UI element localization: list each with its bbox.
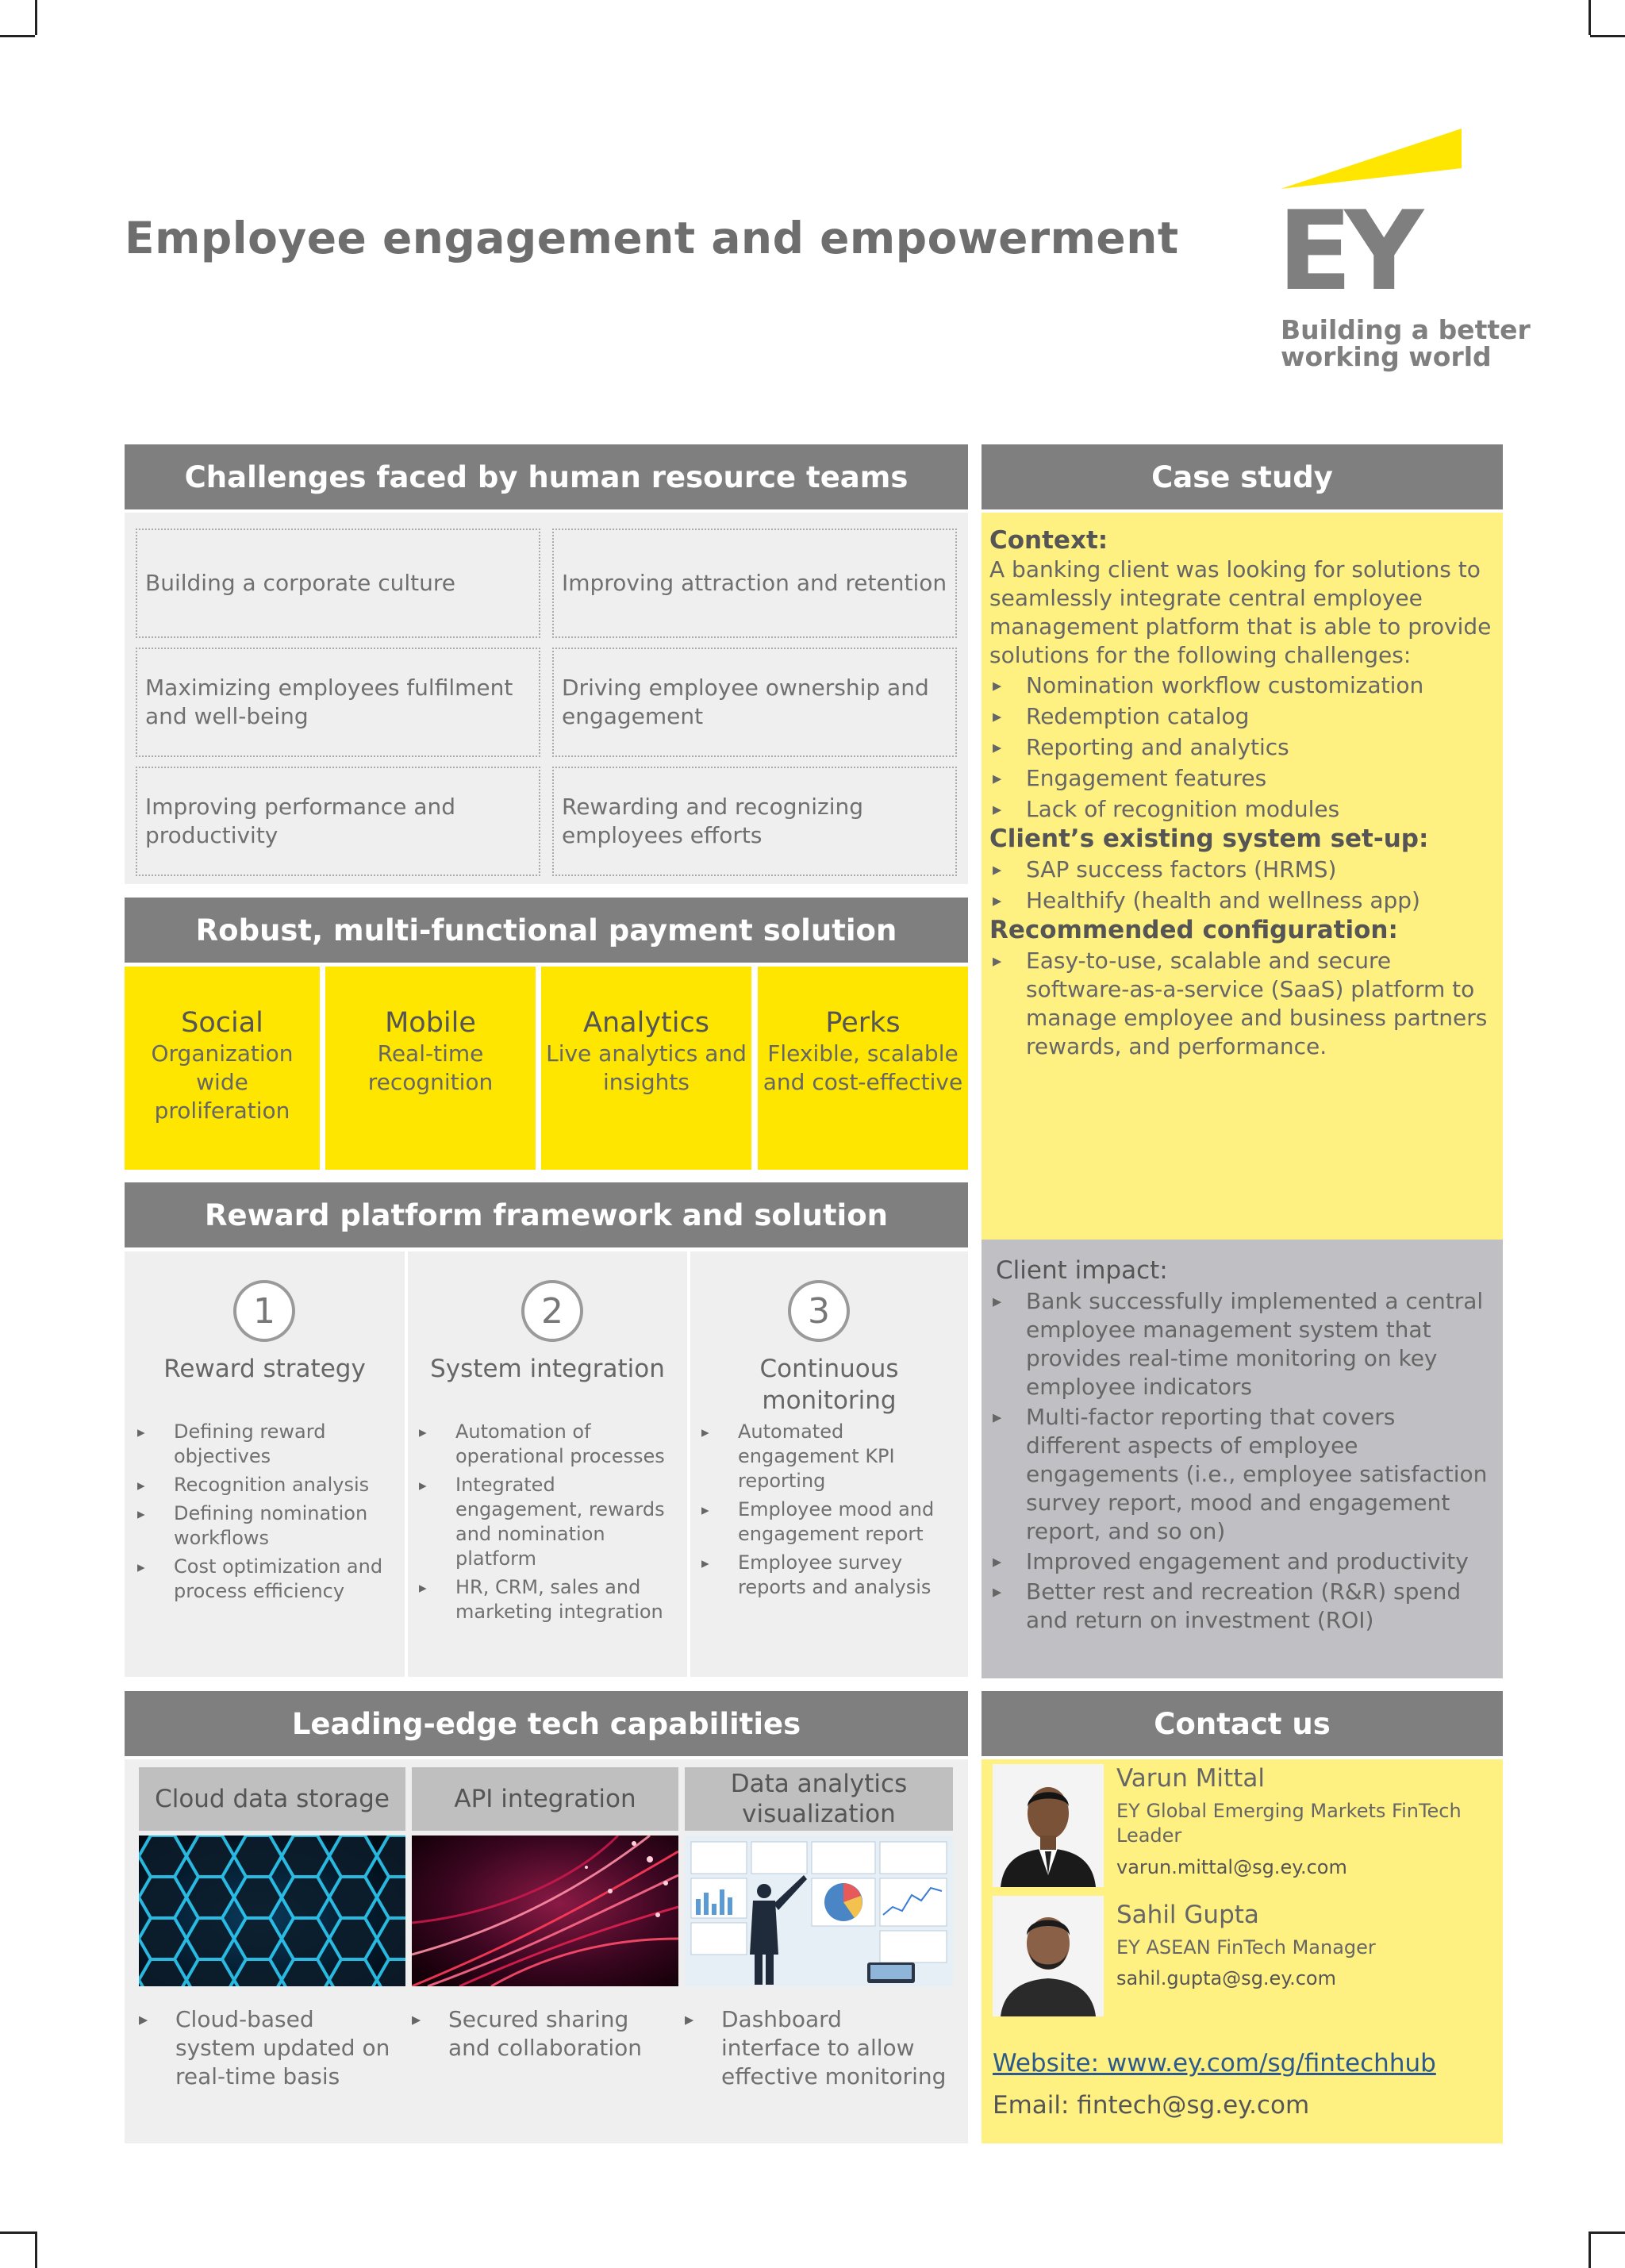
bullet-item: ▸ Employee mood and engagement report [701,1497,955,1547]
fiber-optics-image [412,1836,678,1986]
challenge-item: Rewarding and recognizing employees efforts [552,767,957,876]
page-title: Employee engagement and empowerment [125,213,1179,263]
challenges-panel [125,513,968,884]
tech-desc-list [412,2005,674,2062]
bullet-item: ▸ Lack of recognition modules [989,795,1496,824]
existing-bullets [989,855,1496,915]
payment-header: Robust, multi-functional payment solution [125,898,968,963]
bullet-item: ▸ Dashboard interface to allow effective monitoring [685,2005,947,2091]
tech-label: API integration [412,1767,678,1831]
challenges-header: Challenges faced by human resource teams [125,444,968,509]
contact-role: EY Global Emerging Markets FinTech Leader [1116,1800,1462,1847]
impact-heading: Client impact: [996,1256,1168,1285]
bullet-item: ▸ Automated engagement KPI reporting [701,1420,955,1493]
reward-column [408,1251,687,1677]
bullet-item: ▸ Nomination workflow customization [989,671,1496,700]
bullet-item: ▸ Defining nomination workflows [137,1501,399,1551]
step-number: 1 [233,1280,295,1342]
contact-email[interactable]: varun.mittal@sg.ey.com [1116,1856,1347,1878]
tech-label: Cloud data storage [139,1767,405,1831]
tech-panel [125,1759,968,2143]
payment-card-title: Analytics [583,1007,709,1039]
crop-mark [1590,35,1625,37]
tech-label: Data analytics visualization [685,1767,953,1831]
contact-email[interactable]: sahil.gupta@sg.ey.com [1116,1967,1336,1989]
contact-email-general[interactable]: Email: fintech@sg.ey.com [993,2091,1310,2120]
payment-card-desc: Live analytics and insights [546,1040,747,1095]
hexagon-network-image [139,1836,405,1986]
step-number: 2 [521,1280,583,1342]
reward-column-title: Reward strategy [163,1355,366,1383]
bullet-item: ▸ Bank successfully implemented a central employee management system that provides real-time monitoring on key employee indicators [989,1287,1496,1401]
context-text: A banking client was looking for solutions to seamlessly integrate central employee management platform that is able to provide solutions for the following challenges: [989,556,1492,668]
bullet-item: ▸ Engagement features [989,764,1496,793]
challenge-item: Improving performance and productivity [136,767,540,876]
payment-card-title: Mobile [385,1007,476,1039]
payment-card-desc: Organization wide proliferation [151,1040,294,1124]
bullet-item: ▸ Multi-factor reporting that covers different aspects of employee engagements (i.e., employee satisfaction survey report, mood and engagement report, and so on) [989,1403,1496,1546]
crop-mark [0,35,35,37]
crop-mark [1589,2231,1591,2268]
contact-name: Varun Mittal [1116,1764,1265,1793]
bullet-item: ▸ Secured sharing and collaboration [412,2005,674,2062]
crop-mark [1590,2231,1625,2234]
reward-bullets [419,1420,681,1628]
bullet-item: ▸ Cloud-based system updated on real-time basis [139,2005,401,2091]
step-number: 3 [788,1280,850,1342]
contact-name: Sahil Gupta [1116,1901,1259,1929]
bullet-item: ▸ Improved engagement and productivity [989,1547,1496,1576]
crop-mark [35,0,37,35]
challenge-item: Building a corporate culture [136,529,540,638]
bullet-item: ▸ Automation of operational processes [419,1420,681,1469]
ey-logo [1277,127,1531,381]
logo-tagline: Building a better [1281,314,1531,345]
reward-header: Reward platform framework and solution [125,1182,968,1247]
payment-card-social [125,967,320,1170]
logo-wordmark: EY [1277,187,1416,315]
dashboard-presenter-image [685,1836,953,1986]
contact-panel [982,1759,1503,2143]
bullet-item: ▸ SAP success factors (HRMS) [989,855,1496,884]
crop-mark [0,2231,35,2234]
bullet-item: ▸ Easy-to-use, scalable and secure software-as-a-service (SaaS) platform to manage employee and business partners rewards, and performance. [989,947,1496,1061]
context-bullets [989,671,1496,824]
payment-card-perks [758,967,968,1170]
payment-card-desc: Real-time recognition [367,1040,494,1095]
reward-column [125,1251,405,1677]
bullet-item: ▸ Better rest and recreation (R&R) spend and return on investment (ROI) [989,1578,1496,1635]
avatar [993,1896,1104,2016]
challenge-item: Improving attraction and retention [552,529,957,638]
bullet-item: ▸ Cost optimization and process efficiency [137,1555,399,1604]
bullet-item: ▸ Employee survey reports and analysis [701,1551,955,1600]
reward-bullets [701,1420,955,1604]
contact-header: Contact us [982,1691,1503,1756]
challenge-item: Driving employee ownership and engagement [552,648,957,757]
context-heading: Context: [989,526,1108,555]
payment-card-analytics [541,967,751,1170]
contact-role: EY ASEAN FinTech Manager [1116,1936,1376,1959]
bullet-item: ▸ Integrated engagement, rewards and nomination platform [419,1473,681,1571]
reward-bullets [137,1420,399,1608]
tech-desc-list [685,2005,947,2091]
existing-heading: Client’s existing system set-up: [989,825,1429,853]
tech-header: Leading-edge tech capabilities [125,1691,968,1756]
recommended-heading: Recommended configuration: [989,916,1398,944]
impact-bullets [989,1287,1496,1635]
payment-card-title: Social [181,1007,263,1039]
bullet-item: ▸ Recognition analysis [137,1473,399,1497]
reward-column-title: Continuous monitoring [759,1355,899,1415]
reward-column [690,1251,968,1677]
crop-mark [35,2231,37,2268]
logo-tagline: working world [1281,341,1492,372]
challenge-item: Maximizing employees fulfilment and well-being [136,648,540,757]
bullet-item: ▸ Redemption catalog [989,702,1496,731]
case-study-context [982,513,1503,1240]
case-study-header: Case study [982,444,1503,509]
avatar [993,1764,1104,1887]
payment-card-desc: Flexible, scalable and cost-effective [763,1040,963,1095]
payment-card-title: Perks [825,1007,901,1039]
reward-column-title: System integration [430,1355,665,1383]
bullet-item: ▸ Defining reward objectives [137,1420,399,1469]
website-link[interactable]: Website: www.ey.com/sg/fintechhub [993,2049,1436,2078]
recommended-bullets [989,947,1496,1061]
client-impact-panel [982,1240,1503,1678]
bullet-item: ▸ HR, CRM, sales and marketing integration [419,1575,681,1624]
crop-mark [1589,0,1591,35]
bullet-item: ▸ Reporting and analytics [989,733,1496,762]
bullet-item: ▸ Healthify (health and wellness app) [989,886,1496,915]
tech-desc-list [139,2005,401,2091]
payment-card-mobile [325,967,536,1170]
